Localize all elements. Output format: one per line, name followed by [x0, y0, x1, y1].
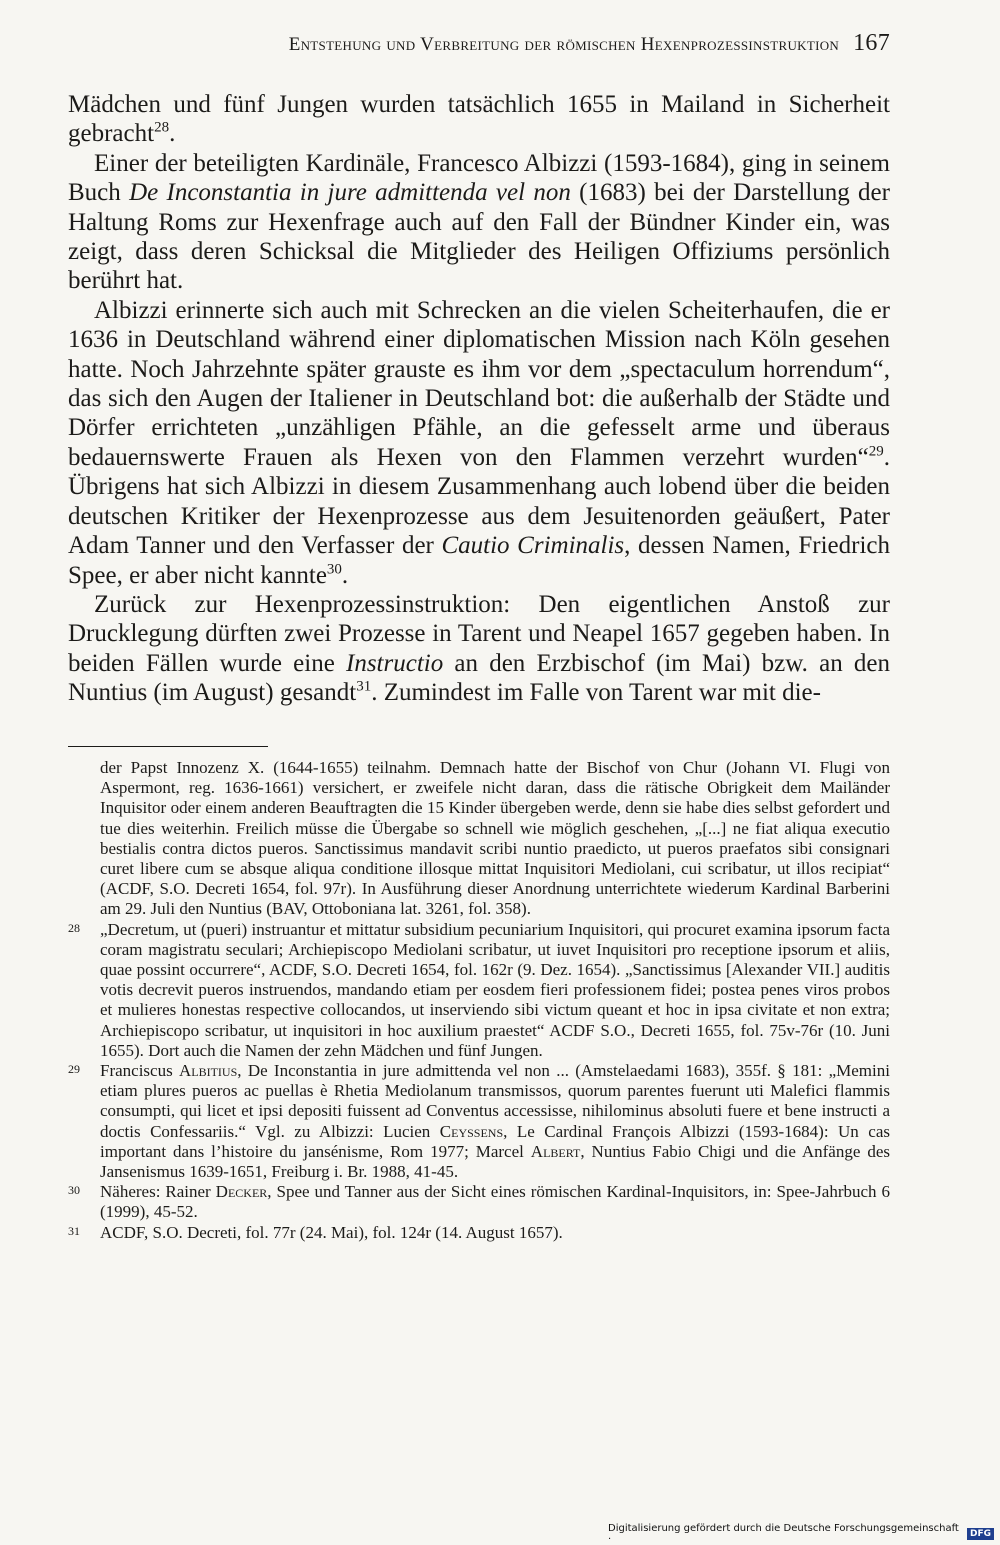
footnote-ref[interactable]: 29	[868, 443, 884, 460]
footnote-ref[interactable]: 28	[154, 120, 170, 137]
footnote-number: 28	[68, 920, 80, 935]
author-name: Ceyssens	[439, 1121, 504, 1141]
footnote-28: 28 „Decretum, ut (pueri) instruantur et mittatur subsidium pecuniarium Inquisitori, qui procuret examina ipsorum facta coram magistratu seculari; Archiepiscopo Mediolani scribatur, ut iuvet Inquisitori pro receptione ipsorum et aliis, quae possint occurrere“, ACDF, S.O. Decreti 1654, fol. 162r (9. Dez. 1654). „Sanctissimus [Alexander VII.] auditis votis decrevit pueros instruendos, mandando etiam per eosdem fieri professionem fidei; postea penes viros probos et mulieres honestas respective collocandos, ut inserviendo sibi victum queant et hoc in ipsa civitate et non extra; Archiepiscopo scribatur, ut inquisitori in hoc auxilium praestet“ ACDF S.O., Decreti 1655, fol. 75v-76r (10. Juni 1655). Dort auch die Namen der zehn Mädchen und fünf Jungen.	[68, 919, 890, 1060]
footnote-ref[interactable]: 31	[356, 678, 372, 695]
author-name: Albert	[530, 1141, 581, 1161]
dfg-logo: DFG	[967, 1528, 994, 1540]
footnote-number: 29	[68, 1062, 80, 1077]
digitization-credit	[608, 1523, 994, 1545]
footnote-separator	[68, 746, 268, 747]
footnote-31: 31 ACDF, S.O. Decreti, fol. 77r (24. Mai), fol. 124r (14. August 1657).	[68, 1222, 563, 1242]
footnotes	[68, 758, 890, 1243]
main-text	[68, 90, 890, 708]
paragraph: Zurück zur Hexenprozessinstruktion: Den eigentlichen Anstoß zur Drucklegung dürften zwei Prozesse in Tarent und Neapel 1657 gegeben haben. In beiden Fällen wurde eine Instructio an den Erzbischof (im Mai) bzw. an den Nuntius (im August) gesandt$^{31}$. Zumindest im Falle von Tarent war mit die-	[68, 590, 890, 707]
document-title: Instructio	[346, 649, 444, 677]
footnote-number: 31	[68, 1223, 80, 1238]
credit-text: Digitalisierung gefördert durch die Deutsche Forschungsgemeinschaft ·	[608, 1523, 959, 1545]
footnote-ref[interactable]: 30	[326, 561, 342, 578]
author-name: Albitius	[179, 1061, 238, 1081]
paragraph: Mädchen und fünf Jungen wurden tatsächlich 1655 in Mailand in Sicherheit gebracht$^{28}$.	[68, 91, 890, 148]
page-number: 167	[853, 30, 890, 56]
paragraph: Albizzi erinnerte sich auch mit Schrecken an die vielen Scheiterhaufen, die er 1636 in Deutschland während einer diplomatischen Mission nach Köln gesehen hatte. Noch Jahrzehnte später grauste es ihm vor dem „spectaculum horrendum“, das sich den Augen der Italiener in Deutschland bot: die außerhalb der Städte und Dörfer errichteten „unzähligen Pfähle, an die gefesselt arme und überaus bedauernswerte Frauen als Hexen von den Flammen verzehrt wurden“$^{29}$. Übrigens hat sich Albizzi in diesem Zusammenhang auch lobend über die beiden deutschen Kritiker der Hexenprozesse aus dem Jesuitenorden geäußert, Pater Adam Tanner und den Verfasser der Cautio Criminalis, dessen Namen, Friedrich Spee, er aber nicht kannte$^{30}$.	[68, 296, 890, 589]
book-title: De Inconstantia in jure admittenda vel non	[129, 179, 571, 207]
running-header	[68, 30, 890, 57]
paragraph: Einer der beteiligten Kardinäle, Francesco Albizzi (1593-1684), ging in seinem Buch De Inconstantia in jure admittenda vel non (1683) bei der Darstellung der Haltung Roms zur Hexenfrage auch auf den Fall der Bündner Kinder ein, was zeigt, dass deren Schicksal die Mitglieder des Heiligen Offiziums persönlich berührt hat.	[68, 149, 890, 295]
running-title: Entstehung und Verbreitung der römischen Hexenprozessinstruktion	[288, 34, 840, 55]
author-name: Decker	[215, 1182, 268, 1202]
footnote-30: 30 Näheres: Rainer Decker, Spee und Tanner aus der Sicht eines römischen Kardinal-Inquisitors, in: Spee-Jahrbuch 6 (1999), 45-52.	[68, 1182, 891, 1222]
book-title: Cautio Criminalis	[441, 532, 625, 560]
footnote-continuation: der Papst Innozenz X. (1644-1655) teilnahm. Demnach hatte der Bischof von Chur (Johann VI. Flugi von Aspermont, reg. 1636-1661) versichert, er zweifele nicht daran, dass die rätische Obrigkeit dem Mailänder Inquisitor oder einem anderen Beauftragten die 15 Kinder übergeben werde, denn sie habe dies selbst gefordert und tue dies weiterhin. Freilich müsse die Übergabe so schnell wie möglich geschehen, „[...] ne fiat aliqua executio bestialis contra dictos pueros. Sanctissimus mandavit scribi nuntio praedicto, ut pueros praefatos sibi consignari curet libere cum se absque aliqua conditione illosque mittat Inquisitori Mediolani, cui scribatur, ut illos recipiat“ (ACDF, S.O. Decreti 1654, fol. 97r). In Ausführung dieser Anordnung unterrichtete wiederum Kardinal Barberini am 29. Juli den Nuntius (BAV, Ottoboniana lat. 3261, fol. 358).	[100, 758, 890, 919]
footnote-29: 29 Franciscus Albitius, De Inconstantia in jure admittenda vel non ... (Amstelaedami 1683), 355f. § 181: „Memini etiam plures pueros ac puellas è Rhetia Mediolanum transmissos, quorum parentes fuerunt uti Malefici flammis consumpti, qui licet et ipsi depositi fuissent ad Conventus accessisse, nihilominus absoluti fuere et bene instructi a doctis Confessariis.“ Vgl. zu Albizzi: Lucien Ceyssens, Le Cardinal François Albizzi (1593-1684): Un cas important dans l’histoire du jansénisme, Rom 1977; Marcel Albert, Nuntius Fabio Chigi und die Anfänge des Jansenismus 1639-1651, Freiburg i. Br. 1988, 41-45.	[68, 1061, 890, 1182]
footnote-number: 30	[68, 1183, 80, 1198]
